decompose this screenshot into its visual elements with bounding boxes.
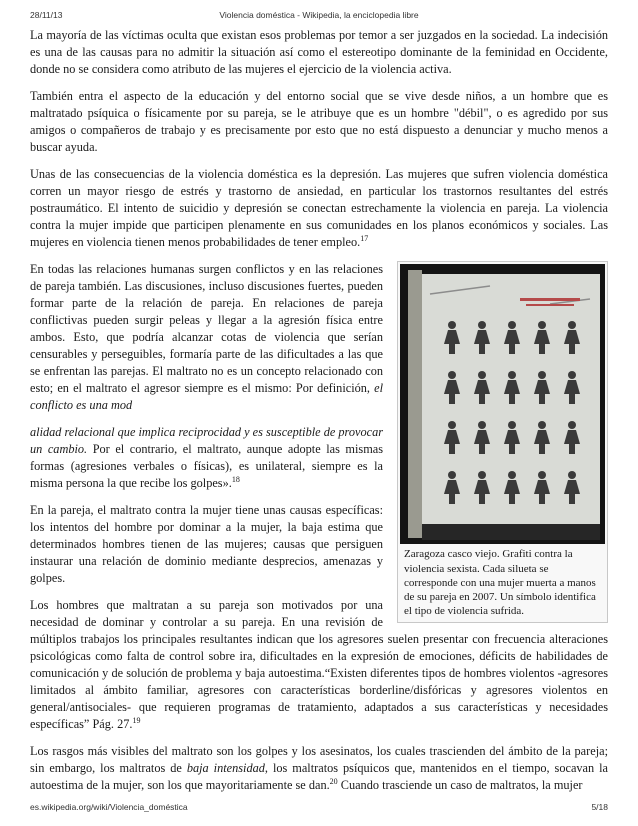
paragraph-traits: Los rasgos más visibles del maltrato son los golpes y los asesinatos, los cuales trascienden del ámbito de la pareja; sin embargo, los maltratos de baja intensidad, los maltratos psíquicos que, mantenidos en el tiempo, socavan la autoestima de la mujer, son los que mayoritariamente se dan.$^{20}$ Cuando trasciende un caso de maltratos, la mujer: [30, 743, 609, 792]
page-number: 5/18: [591, 802, 608, 812]
print-date: 28/11/13: [30, 10, 63, 20]
article-body: [30, 27, 608, 804]
figure-caption: Zaragoza casco viejo. Grafiti contra la violencia sexista. Cada silueta se corresponde con una mujer muerta a manos de su pareja en 2007. Un símbolo identifica el tipo de violencia sufrida.: [404, 548, 596, 618]
paragraph-education: También entra el aspecto de la educación y del entorno social que se vive desde niños, a un hombre que es maltratado psíquica o físicamente por su pareja, se le atribuye que es un hombre "débil", o es agredido por sus amigos o compañeros de trabajo y es precisamente por esto que no está dispuesto a denunciar y mucho menos a buscar ayuda.: [30, 89, 608, 154]
page-url: es.wikipedia.org/wiki/Violencia_doméstica: [30, 802, 188, 812]
paragraph-causes: En la pareja, el maltrato contra la mujer tiene unas causas específicas: los intentos del hombre por dominar a la mujer, la baja estima que determinados hombres tienen de las mujeres; causas que persiguen instaurar una relación de dominio mediante desprecios, amenazas y golpes.: [30, 503, 383, 585]
graffiti-figure: [397, 261, 608, 623]
paragraph-depression: Unas de las consecuencias de la violencia doméstica es la depresión. Las mujeres que sufren violencia doméstica corren un mayor riesgo de estrés y trastorno de ansiedad, en particular los trastornos resultantes del estrés postraumático. El intento de suicidio y depresión se conectan estrechamente la violencia en pareja. La violencia contra la mujer impide que participen plenamente en sus comunidades en los planos económicos y sociales. Las mujeres en violencia tienen menos probabilidades de tener empleo.$^{17}$: [30, 167, 608, 249]
paragraph-aggressors: Los hombres que maltratan a su pareja son motivados por una necesidad de dominar y controlar a su pareja. En una revisión de múltiplos trabajos los principales resultantes indican que los agresores suelen presentar con frecuencia alteraciones psicológicas como falta de control sobre ira, dificultades en la expresión de emociones, déficits de habilidades de comunicación y de solución de problema y baja autoestima.“Existen diferentes tipos de hombres violentos -agresores limitados al ámbito familiar, agresores con características borderline/disfóricas y agresores violentos en general/antisociales- que requieren programas de tratamiento, adaptados a sus características y necesidades específicas” Pág. 27.19: [30, 598, 608, 731]
reference-link[interactable]: 17: [360, 233, 369, 243]
paragraph-victims: La mayoría de las víctimas oculta que existan esos problemas por temor a ser juzgados en la sociedad. La indecisión es una de las causas para no admitir la situación así como el estereotipo dominante de la feminidad en Occidente, donde no se considera como atributo de las mujeres el ejercicio de la violencia activa.: [30, 28, 608, 76]
reference-link[interactable]: 18: [231, 474, 240, 484]
page-title: Violencia doméstica - Wikipedia, la enciclopedia libre: [219, 10, 419, 20]
reference-link[interactable]: 19: [132, 715, 141, 725]
paragraph-conflict: En todas las relaciones humanas surgen conflictos y en las relaciones de pareja también. Las discusiones, incluso discusiones fuertes, pueden formar parte de la relación de pareja. En relaciones de pareja conflictivas pueden surgir peleas y llegar a la agresión física entre ambos. Esto, que podría alcanzar cotas de violencia que serían censurables y perseguibles, formaría parte de las dificultades a las que se enfrentan las parejas. El maltrato no es un concepto relacionado con esto; en el maltrato el agresor siempre es el mismo: Por definición, el conflicto es una mod: [30, 262, 383, 412]
reference-link[interactable]: 20: [329, 776, 338, 786]
paragraph-maltrato-definition: alidad relacional que implica reciprocidad y es susceptible de provocar un cambio. Por el contrario, el maltrato, aunque adopte las mismas formas (agresiones verbales o físicas), es unilateral, siempre es la misma persona la que recibe los golpes».$^{18}$: [30, 425, 384, 490]
graffiti-photo: [400, 264, 605, 544]
